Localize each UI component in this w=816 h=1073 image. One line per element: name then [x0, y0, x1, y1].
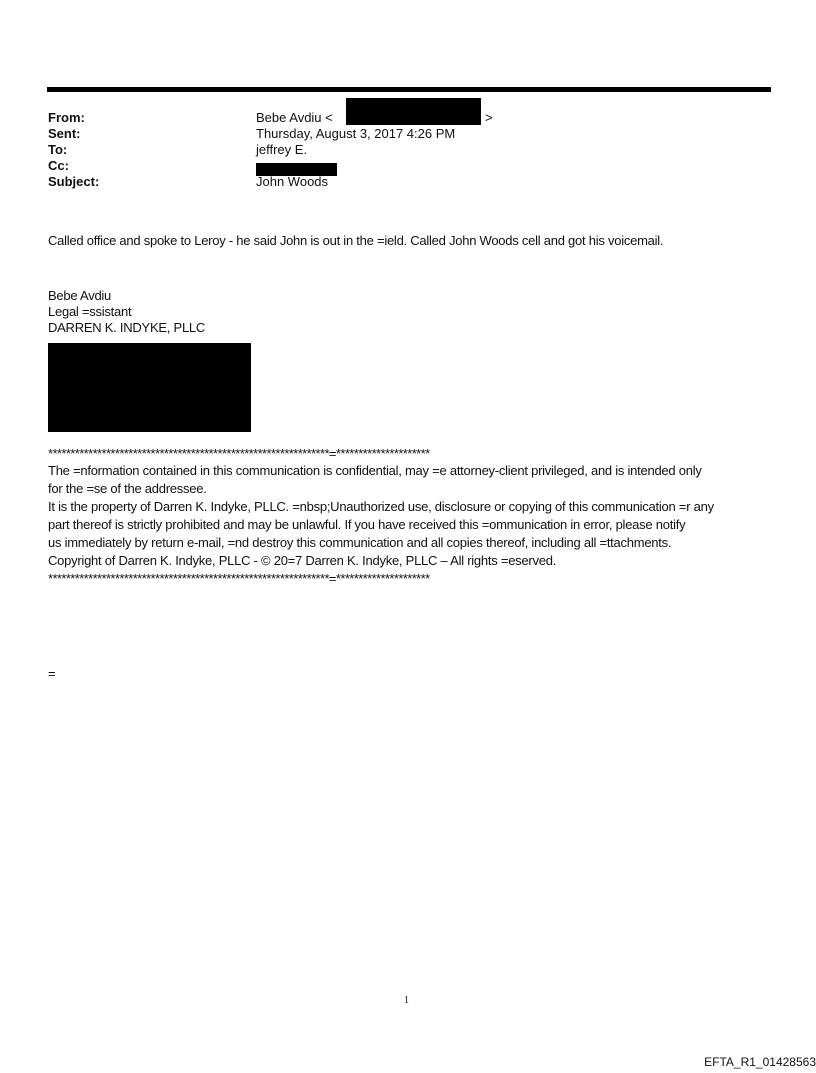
- disclaimer-stars-top: ***************************************************************=*********************: [48, 446, 430, 461]
- email-body: Called office and spoke to Leroy - he said John is out in the =ield. Called John Woods cell and got his voicemail.: [48, 233, 664, 248]
- redaction-box: [48, 343, 251, 432]
- page-number: 1: [404, 995, 409, 1006]
- redaction-box: [346, 98, 481, 125]
- signature-name: Bebe Avdiu: [48, 288, 112, 303]
- header-rule: [47, 87, 771, 92]
- disclaimer-line: us immediately by return e-mail, =nd destroy this communication and all copies thereof, including all =ttachments.: [48, 535, 672, 550]
- to-label: To:: [48, 142, 68, 157]
- disclaimer-line: part thereof is strictly prohibited and may be unlawful. If you have received this =ommunication in error, please notify: [48, 517, 686, 532]
- trailing-equals: =: [48, 666, 56, 681]
- sent-value: Thursday, August 3, 2017 4:26 PM: [256, 126, 456, 141]
- cc-label: Cc:: [48, 158, 69, 173]
- subject-label: Subject:: [48, 174, 100, 189]
- disclaimer-line: Copyright of Darren K. Indyke, PLLC - © 20=7 Darren K. Indyke, PLLC – All rights =eserved.: [48, 553, 557, 568]
- to-value: jeffrey E.: [256, 142, 308, 157]
- from-label: From:: [48, 110, 85, 125]
- disclaimer-line: for the =se of the addressee.: [48, 481, 207, 496]
- disclaimer-line: It is the property of Darren K. Indyke, PLLC. =nbsp;Unauthorized use, disclosure or copying of this communication =r any: [48, 499, 714, 514]
- from-name: Bebe Avdiu <: [256, 110, 333, 125]
- subject-value: John Woods: [256, 174, 329, 189]
- signature-firm: DARREN K. INDYKE, PLLC: [48, 320, 206, 335]
- footer-id: EFTA_R1_01428563: [704, 1055, 816, 1069]
- disclaimer-line: The =nformation contained in this communication is confidential, may =e attorney-client privileged, and is intended only: [48, 463, 702, 478]
- sent-label: Sent:: [48, 126, 81, 141]
- disclaimer-stars-bottom: ***************************************************************=*********************: [48, 571, 430, 586]
- from-close: >: [485, 110, 493, 125]
- signature-title: Legal =ssistant: [48, 304, 132, 319]
